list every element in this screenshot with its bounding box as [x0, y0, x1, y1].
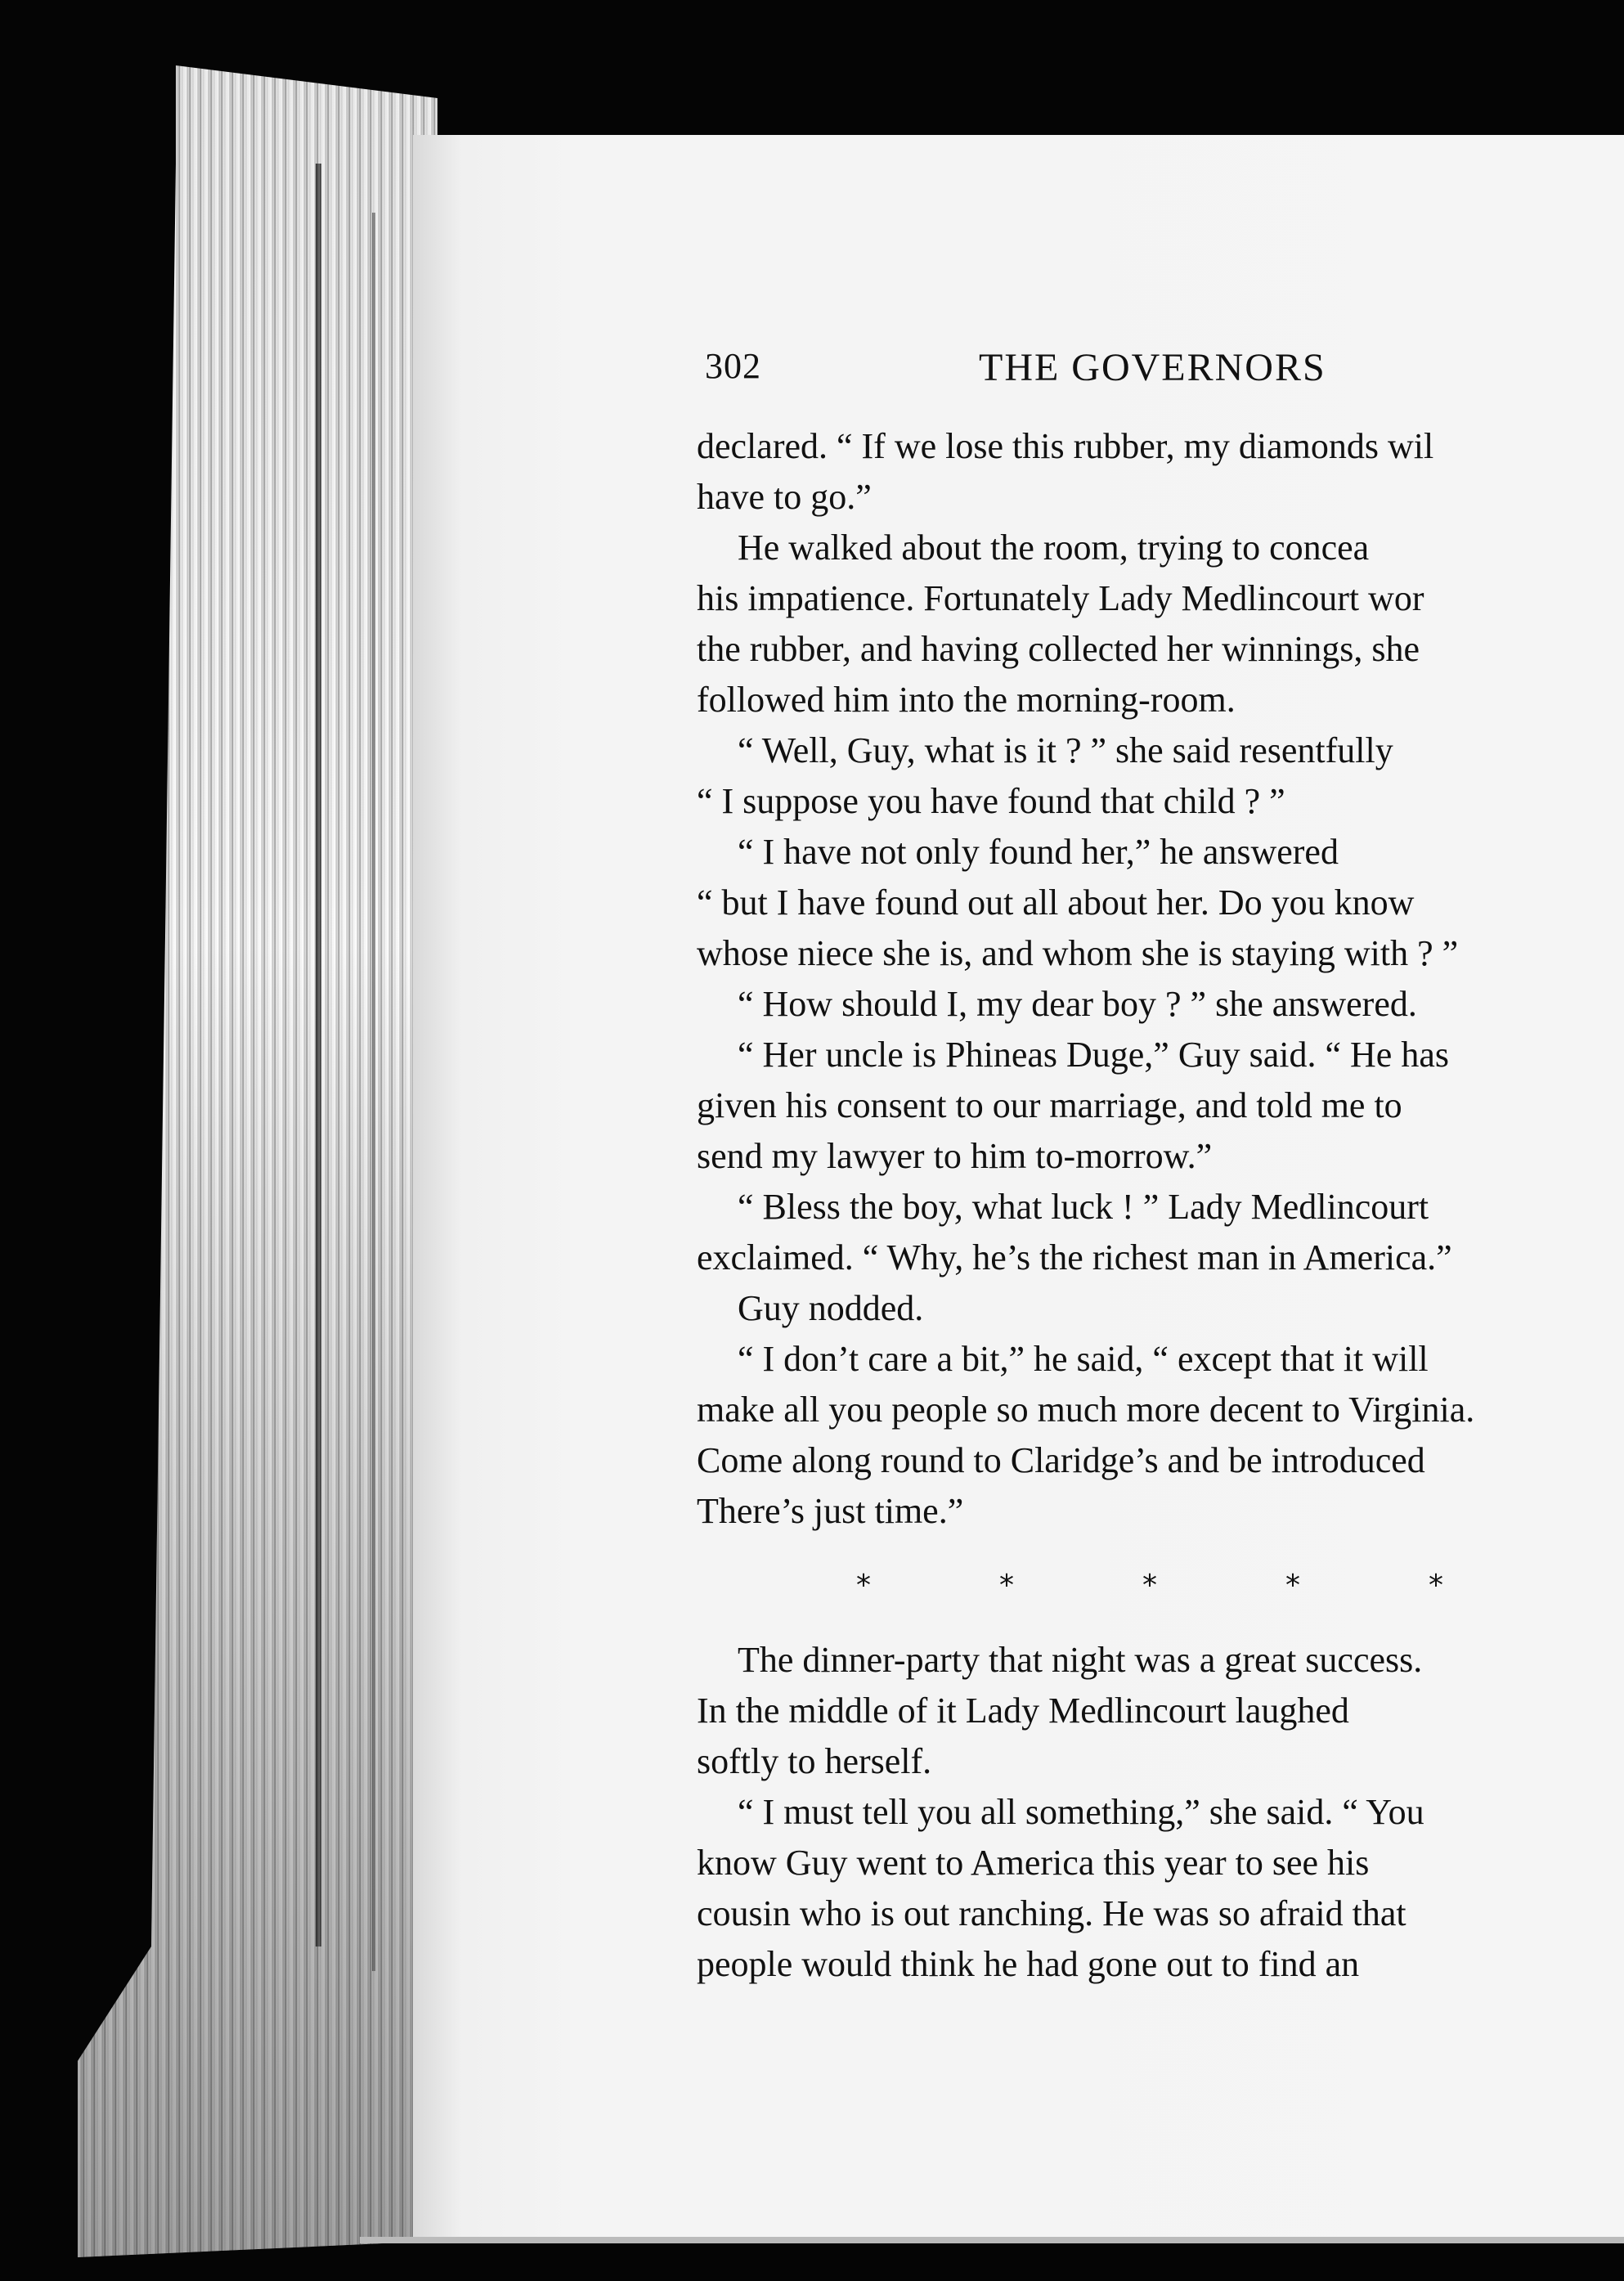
- text-line: exclaimed. “ Why, he’s the richest man in America.”: [697, 1237, 1452, 1277]
- page-edge-line: [316, 164, 321, 1946]
- text-line: “ Bless the boy, what luck ! ” Lady Medlincourt: [738, 1187, 1429, 1227]
- text-line: send my lawyer to him to-morrow.”: [697, 1136, 1213, 1176]
- text-line: “ I have not only found her,” he answered: [738, 832, 1339, 872]
- text-line: “ Her uncle is Phineas Duge,” Guy said. “ He has: [738, 1035, 1449, 1075]
- text-line: Guy nodded.: [738, 1288, 924, 1328]
- text-line: declared. “ If we lose this rubber, my diamonds wil: [697, 426, 1434, 466]
- paragraphs-after-break: [697, 1635, 1624, 1990]
- asterism-star: *: [1285, 1569, 1300, 1602]
- text-line: his impatience. Fortunately Lady Medlincourt wor: [697, 578, 1424, 618]
- text-line: the rubber, and having collected her winnings, she: [697, 629, 1420, 669]
- paragraphs-before-break: [697, 421, 1624, 1537]
- body-text: [697, 421, 1624, 2057]
- page-edge-line: [372, 213, 375, 1971]
- text-line: followed him into the morning-room.: [697, 680, 1236, 720]
- running-title: THE GOVERNORS: [979, 346, 1326, 389]
- text-line: have to go.”: [697, 477, 872, 517]
- text-line: whose niece she is, and whom she is staying with ? ”: [697, 933, 1459, 973]
- text-line: In the middle of it Lady Medlincourt laughed: [697, 1691, 1349, 1731]
- text-line: “ How should I, my dear boy ? ” she answered.: [738, 984, 1417, 1024]
- page-number: 302: [705, 346, 761, 386]
- asterism-star: *: [999, 1569, 1014, 1602]
- text-line: cousin who is out ranching. He was so afraid that: [697, 1893, 1406, 1933]
- text-line: “ but I have found out all about her. Do you know: [697, 882, 1415, 923]
- text-line: He walked about the room, trying to concea: [738, 528, 1370, 568]
- section-break: [697, 1537, 1624, 1635]
- text-line: make all you people so much more decent to Virginia.: [697, 1390, 1475, 1430]
- text-line: “ I suppose you have found that child ? ”: [697, 781, 1285, 821]
- page-edges-shadow: [78, 65, 437, 2257]
- running-head: [705, 345, 1624, 402]
- text-line: There’s just time.”: [697, 1491, 964, 1531]
- text-line: “ I don’t care a bit,” he said, “ except that it will: [738, 1339, 1429, 1379]
- text-line: Come along round to Claridge’s and be introduced: [697, 1440, 1425, 1480]
- text-line: given his consent to our marriage, and told me to: [697, 1085, 1402, 1125]
- text-line: softly to herself.: [697, 1741, 932, 1781]
- text-line: “ Well, Guy, what is it ? ” she said resentfully: [738, 730, 1393, 770]
- text-line: “ I must tell you all something,” she said. “ You: [738, 1792, 1424, 1832]
- page-bottom-edge: [360, 2237, 1624, 2243]
- asterism-star: *: [1429, 1569, 1443, 1602]
- text-line: know Guy went to America this year to see his: [697, 1843, 1370, 1883]
- asterism-star: *: [856, 1569, 871, 1602]
- text-line: people would think he had gone out to find an: [697, 1944, 1360, 1984]
- asterism-star: *: [1142, 1569, 1157, 1602]
- text-line: The dinner-party that night was a great success.: [738, 1640, 1423, 1680]
